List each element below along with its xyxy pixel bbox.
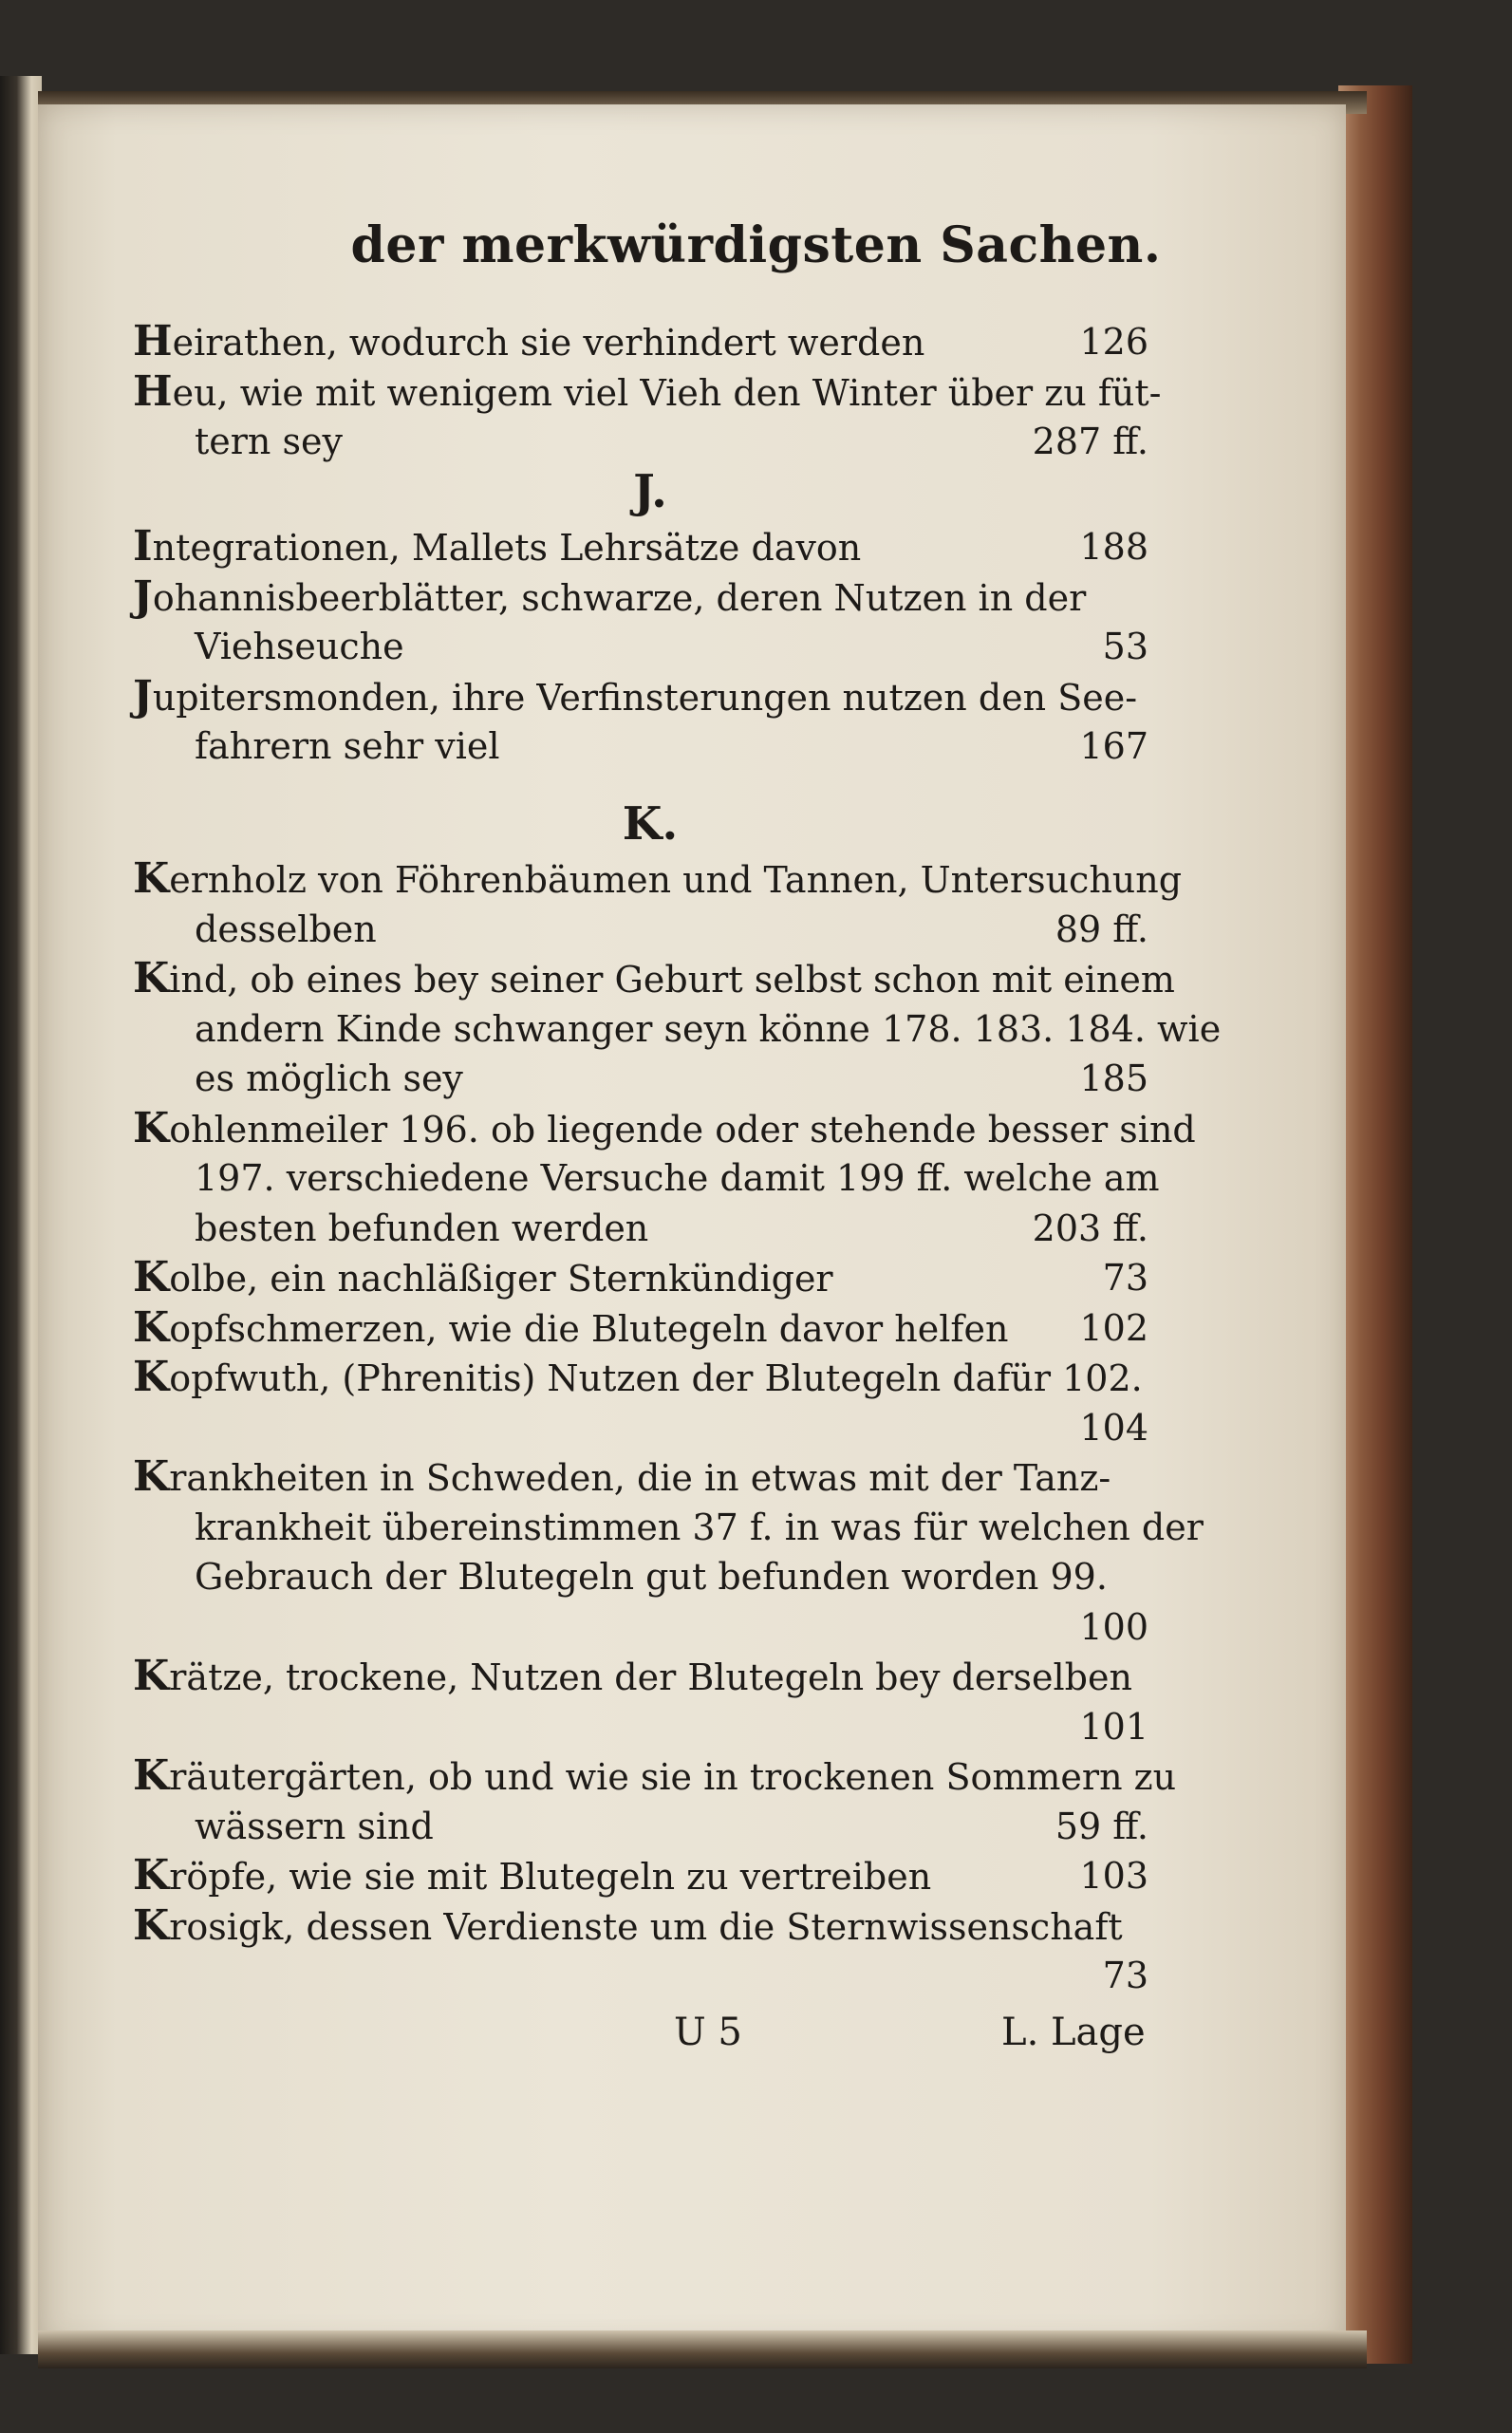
- index-entry: [133, 315, 1148, 368]
- page-reference: 53: [1102, 626, 1148, 667]
- page-reference: 287 ff.: [1032, 421, 1148, 462]
- index-entry-continuation: [195, 1151, 1160, 1205]
- entry-text: es möglich sey: [195, 1057, 463, 1099]
- section-letter: K.: [622, 797, 679, 851]
- entry-text: tern sey: [195, 421, 343, 462]
- page-reference: 104: [1079, 1407, 1148, 1449]
- page-reference: 185: [1079, 1057, 1148, 1099]
- entry-text: 197. verschiedene Versuche damit 199 ff. welche am: [195, 1157, 1160, 1199]
- page-reference: 89 ff.: [1055, 908, 1148, 950]
- page-bottom-edge: [38, 2330, 1367, 2368]
- index-entry-continuation: [195, 903, 1148, 956]
- running-header: der merkwürdigsten Sachen.: [350, 216, 1162, 274]
- index-entry-continuation: [195, 1002, 1222, 1056]
- page-reference: 167: [1079, 725, 1148, 767]
- index-entry: [133, 1750, 1177, 1803]
- index-entry-continuation: [195, 1202, 1148, 1255]
- index-entry: [133, 1849, 1148, 1902]
- index-entry-continuation: [195, 1700, 1148, 1753]
- index-entry: [133, 952, 1175, 1005]
- page-reference: 203 ff.: [1032, 1207, 1148, 1249]
- entry-text: Viehseuche: [195, 626, 404, 667]
- entry-text: Kröpfe, wie sie mit Blutegeln zu vertreiben: [133, 1851, 932, 1900]
- page-reference: 188: [1079, 526, 1148, 568]
- index-entry: [133, 1650, 1148, 1703]
- index-entry-continuation: [195, 1800, 1148, 1853]
- entry-text: Johannisbeerblätter, schwarze, deren Nutzen in der: [133, 572, 1087, 621]
- page-reference: 100: [1079, 1606, 1148, 1648]
- index-entry-continuation: [195, 1401, 1148, 1454]
- page-reference: 103: [1079, 1855, 1148, 1897]
- catchword: L. Lage: [1001, 2011, 1146, 2054]
- page-reference: 101: [1079, 1706, 1148, 1748]
- entry-text: Kräutergärten, ob und wie sie in trockenen Sommern zu: [133, 1751, 1177, 1800]
- index-entry: [133, 365, 1162, 419]
- index-entry: [133, 1301, 1148, 1355]
- index-entry: [133, 1450, 1148, 1504]
- book-cover-right: [1338, 85, 1412, 2364]
- entry-text: Kind, ob eines bey seiner Geburt selbst schon mit einem: [133, 954, 1175, 1002]
- entry-text: Krätze, trockene, Nutzen der Blutegeln bey derselben: [133, 1652, 1132, 1700]
- page-reference: 102: [1079, 1307, 1148, 1349]
- index-entry-continuation: [195, 1949, 1148, 2002]
- index-entry: [133, 670, 1148, 723]
- page-reference: 73: [1102, 1955, 1148, 1996]
- entry-text: Heirathen, wodurch sie verhindert werden: [133, 317, 925, 365]
- entry-text: besten befunden werden: [195, 1207, 649, 1249]
- index-entry-continuation: [195, 720, 1148, 773]
- entry-text: Gebrauch der Blutegeln gut befunden worden 99.: [195, 1556, 1108, 1598]
- entry-text: Krosigk, dessen Verdienste um die Sternwissenschaft: [133, 1901, 1123, 1950]
- index-entry: [133, 520, 1148, 573]
- signature-mark: U 5: [674, 2011, 742, 2054]
- page-reference: 59 ff.: [1055, 1806, 1148, 1847]
- entry-text: Heu, wie mit wenigem viel Vieh den Winter über zu füt-: [133, 367, 1162, 416]
- index-entry-continuation: [195, 1501, 1204, 1554]
- index-entry: [133, 1351, 1148, 1404]
- index-entry: [133, 852, 1183, 906]
- index-entry: [133, 1102, 1196, 1155]
- index-entry-continuation: [195, 1600, 1148, 1654]
- entry-text: Kohlenmeiler 196. ob liegende oder stehende besser sind: [133, 1104, 1196, 1152]
- index-entry-continuation: [195, 620, 1148, 673]
- entry-text: Kopfschmerzen, wie die Blutegeln davor helfen: [133, 1303, 1009, 1352]
- entry-text: krankheit übereinstimmen 37 f. in was für welchen der: [195, 1507, 1204, 1548]
- index-entry-continuation: [195, 415, 1148, 468]
- section-letter: J.: [633, 465, 667, 518]
- entry-text: Kopfwuth, (Phrenitis) Nutzen der Blutegeln dafür 102.: [133, 1353, 1143, 1401]
- entry-text: desselben: [195, 908, 377, 950]
- index-entry: [133, 1251, 1148, 1304]
- entry-text: Jupitersmonden, ihre Verfinsterungen nutzen den See-: [133, 672, 1138, 721]
- entry-text: Integrationen, Mallets Lehrsätze davon: [133, 522, 862, 571]
- entry-text: wässern sind: [195, 1806, 434, 1847]
- index-entry: [133, 571, 1148, 624]
- entry-text: Kolbe, ein nachläßiger Sternkündiger: [133, 1253, 833, 1301]
- index-entry-continuation: [195, 1550, 1148, 1603]
- entry-text: andern Kinde schwanger seyn könne 178. 183. 184. wie: [195, 1008, 1222, 1050]
- page-reference: 126: [1079, 321, 1148, 363]
- index-entry-continuation: [195, 1052, 1148, 1105]
- entry-text: Kernholz von Föhrenbäumen und Tannen, Untersuchung: [133, 854, 1183, 903]
- entry-text: Krankheiten in Schweden, die in etwas mit der Tanz-: [133, 1452, 1111, 1501]
- book-edge-left: [0, 76, 42, 2354]
- entry-text: fahrern sehr viel: [195, 725, 500, 767]
- index-entry: [133, 1900, 1148, 1953]
- page-reference: 73: [1102, 1257, 1148, 1299]
